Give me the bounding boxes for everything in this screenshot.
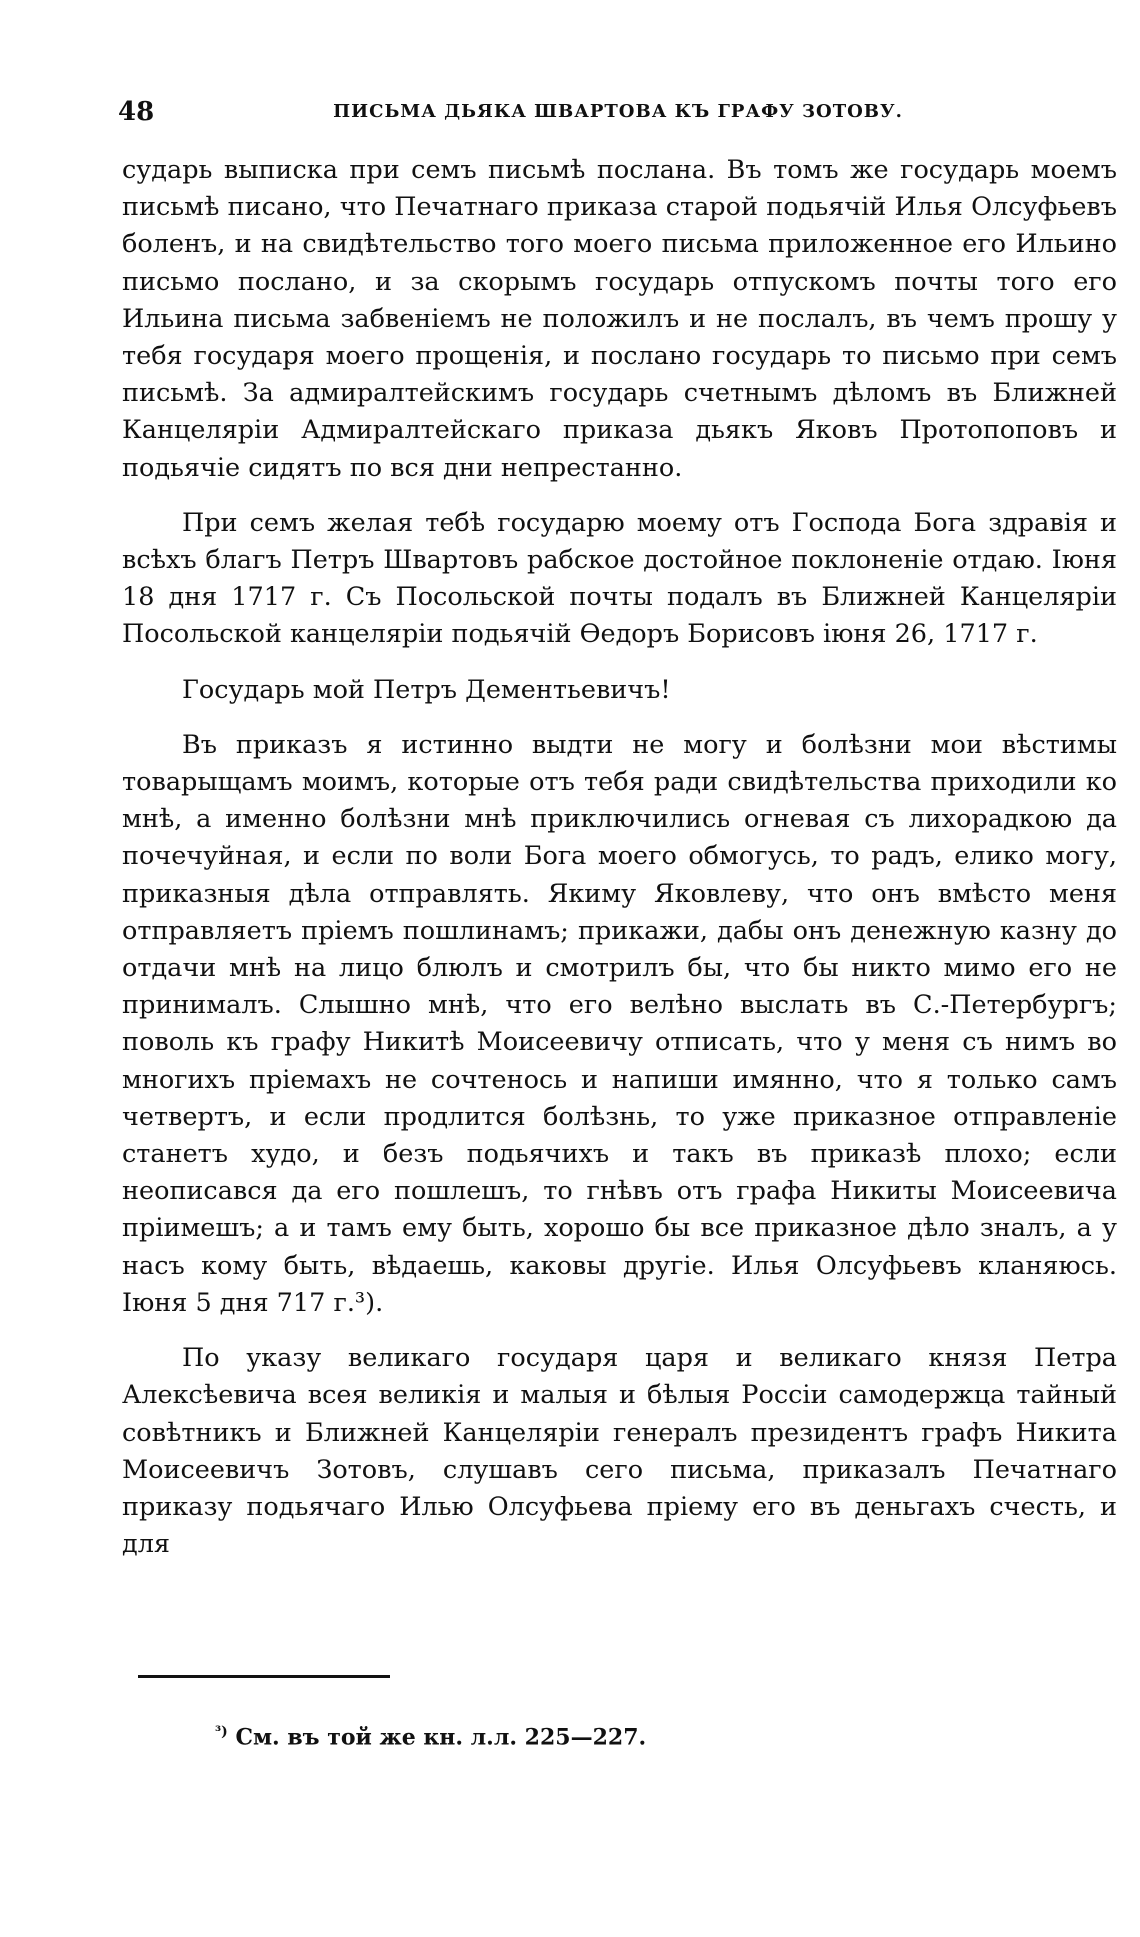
body-text — [122, 152, 1117, 1563]
footnote-text: См. въ той же кн. л.л. 225—227. — [235, 1724, 647, 1751]
paragraph-closing: При семъ желая тебѣ государю моему отъ Господа Бога здравія и всѣхъ благъ Петръ Швартовъ рабское достойное поклоненіе отдаю. Іюня 18 дня 1717 г. Съ Посольской почты подалъ въ Ближней Канцеляріи Посольской канцеляріи подьячій Ѳедоръ Борисовъ іюня 26, 1717 г. — [122, 507, 1117, 650]
page-header — [118, 92, 1118, 132]
page-number: 48 — [118, 97, 155, 127]
footnote-divider — [138, 1675, 390, 1678]
paragraph-continuation: сударь выписка при семъ письмѣ послана. Въ томъ же государь моемъ письмѣ писано, что Печатнаго приказа старой подьячій Илья Олсуфьевъ боленъ, и на свидѣтельство того моего письма приложенное его Ильино письмо послано, и за скорымъ государь отпускомъ почты того его Ильина письма забвеніемъ не положилъ и не послалъ, въ чемъ прошу у тебя государя моего прощенія, и послано государь то письмо при семъ письмѣ. За адмиралтейскимъ государь счетнымъ дѣломъ въ Ближней Канцеляріи Адмиралтейскаго приказа дьякъ Яковъ Протопоповъ и подьячіе сидятъ по вся дни непрестанно. — [122, 155, 1117, 483]
footnote-marker: ³) — [215, 1724, 228, 1740]
letter-salutation: Государь мой Петръ Дементьевичъ! — [182, 674, 671, 705]
footnote — [215, 1714, 646, 1755]
paragraph-decree: По указу великаго государя царя и великаго князя Петра Алексѣевича всея великія и малыя и бѣлыя Россіи самодержца тайный совѣтникъ и Ближней Канцеляріи генералъ президентъ графъ Никита Моисеевичъ Зотовъ, слушавъ сего письма, приказалъ Печатнаго приказу подьячаго Илью Олсуфьева пріему его въ деньгахъ счесть, и для — [122, 1343, 1117, 1560]
running-title: ПИСЬМА ДЬЯКА ШВАРТОВА КЪ ГРАФУ ЗОТОВУ. — [333, 101, 903, 122]
letter-body: Въ приказъ я истинно выдти не могу и болѣзни мои вѣстимы товарыщамъ моимъ, которые отъ тебя ради свидѣтельства приходили ко мнѣ, а именно болѣзни мнѣ приключились огневая съ лихорадкою да почечуйная, и если по воли Бога моего обмогусь, то радъ, елико могу, приказныя дѣла отправлять. Якиму Яковлеву, что онъ вмѣсто меня отправляетъ пріемъ пошлинамъ; прикажи, дабы онъ денежную казну до отдачи мнѣ на лицо блюлъ и смотрилъ бы, что бы никто мимо его не принималъ. Слышно мнѣ, что его велѣно выслать въ С.-Петербургъ; поволь къ графу Никитѣ Моисеевичу отписать, что у меня съ нимъ во многихъ пріемахъ не сочтенось и напиши имянно, что я только самъ четвертъ, и если продлится болѣзнь, то уже приказное отправленіе станетъ худо, и безъ подьячихъ и такъ въ приказѣ плохо; если неописався да его пошлешъ, то гнѣвъ отъ графа Никиты Моисеевича пріимешъ; а и тамъ ему быть, хорошо бы все приказное дѣло зналъ, а у насъ кому быть, вѣдаешь, каковы другіе. Илья Олсуфьевъ кланяюсь. Іюня 5 дня 717 г.³). — [122, 729, 1117, 1318]
